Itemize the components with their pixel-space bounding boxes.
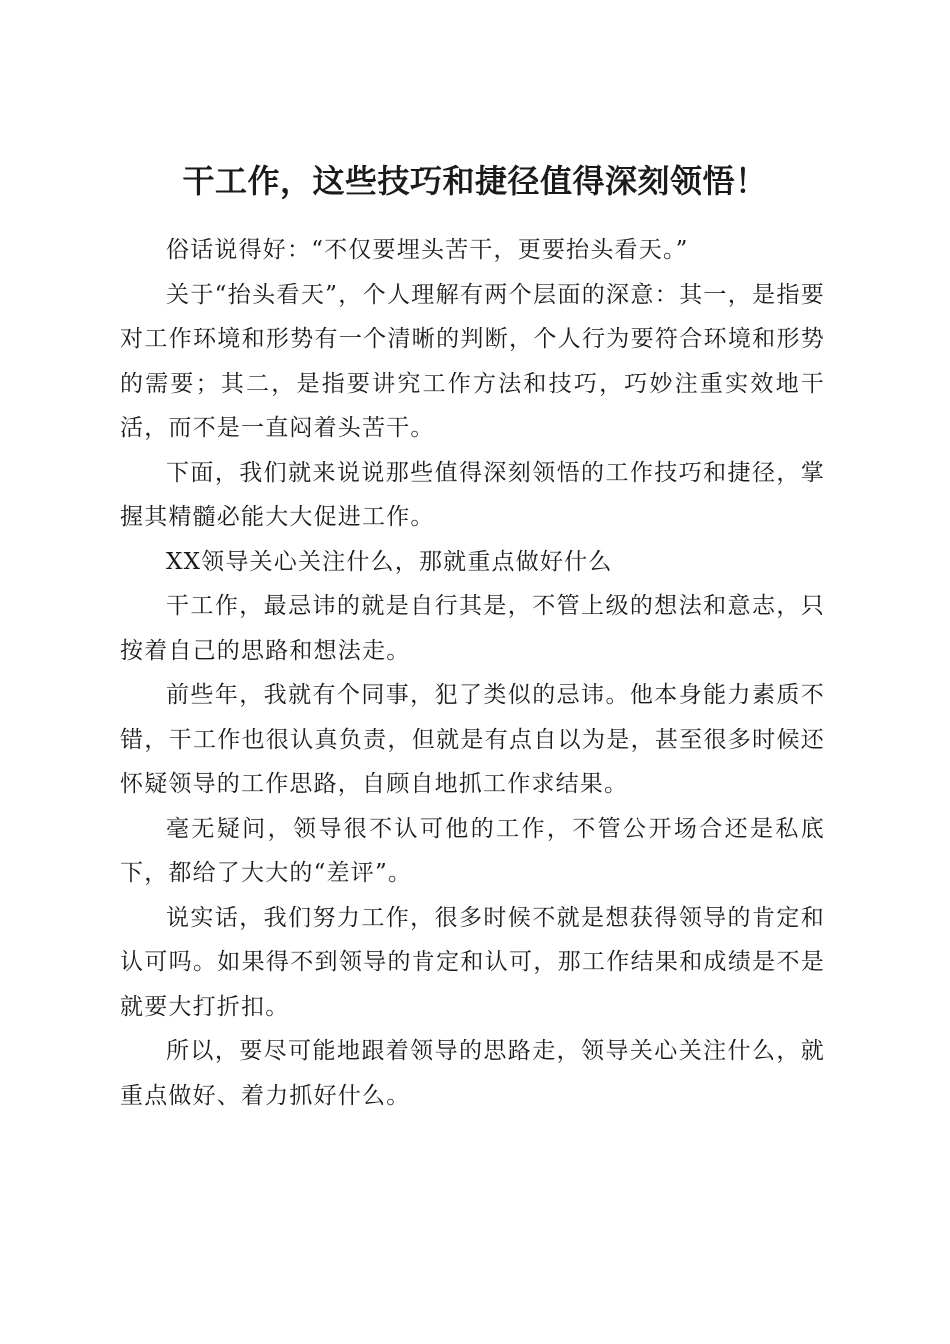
paragraph: 下面，我们就来说说那些值得深刻领悟的工作技巧和捷径，掌握其精髓必能大大促进工作。 [120, 459, 825, 530]
document-body [120, 228, 825, 1118]
paragraph: 干工作，最忌讳的就是自行其是，不管上级的想法和意志，只按着自己的思路和想法走。 [120, 593, 825, 664]
paragraph: 前些年，我就有个同事，犯了类似的忌讳。他本身能力素质不错，干工作也很认真负责，但就是有点自以为是，甚至很多时候还怀疑领导的工作思路，自顾自地抓工作求结果。 [120, 682, 825, 797]
paragraph: 关于“抬头看天”，个人理解有两个层面的深意：其一，是指要对工作环境和形势有一个清晰的判断，个人行为要符合环境和形势的需要；其二，是指要讲究工作方法和技巧，巧妙注重实效地干活，而不是一直闷着头苦干。 [120, 281, 825, 441]
document-title: 干工作，这些技巧和捷径值得深刻领悟！ [182, 162, 768, 201]
paragraph: 俗话说得好：“不仅要埋头苦干，更要抬头看天。” [166, 237, 689, 263]
paragraph: 所以，要尽可能地跟着领导的思路走，领导关心关注什么，就重点做好、着力抓好什么。 [120, 1038, 825, 1109]
paragraph: 毫无疑问，领导很不认可他的工作，不管公开场合还是私底下，都给了大大的“差评”。 [120, 815, 825, 886]
section-heading: XX领导关心关注什么，那就重点做好什么 [166, 548, 613, 575]
paragraph: 说实话，我们努力工作，很多时候不就是想获得领导的肯定和认可吗。如果得不到领导的肯定和认可，那工作结果和成绩是不是就要大打折扣。 [120, 904, 825, 1020]
